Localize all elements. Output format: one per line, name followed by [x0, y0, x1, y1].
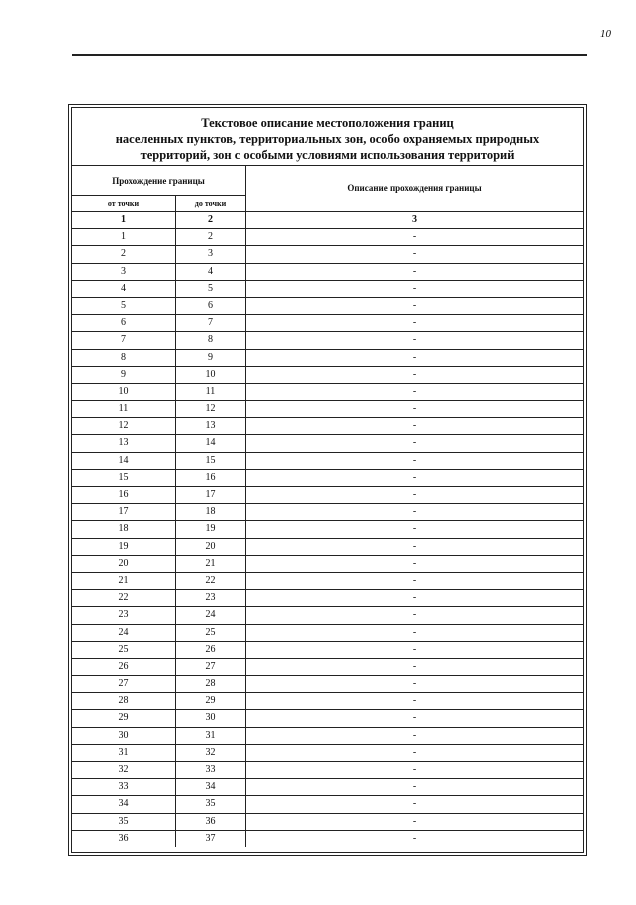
- to-point-cell: 18: [176, 504, 246, 520]
- from-point-cell: 31: [72, 745, 176, 761]
- column-number-row: [72, 211, 583, 228]
- description-cell: -: [412, 729, 417, 741]
- to-point-cell: 23: [176, 590, 246, 606]
- table-row: [72, 263, 583, 280]
- table-row: [72, 486, 583, 503]
- table-row: [72, 349, 583, 366]
- from-point-cell: 6: [72, 315, 176, 331]
- table-row: [72, 538, 583, 555]
- from-point-cell: 8: [72, 350, 176, 366]
- table-row: [72, 417, 583, 434]
- table-row: [72, 675, 583, 692]
- description-cell: -: [412, 403, 417, 415]
- description-cell: -: [412, 299, 417, 311]
- to-point-cell: 6: [176, 298, 246, 314]
- description-cell: -: [412, 557, 417, 569]
- table-title: [72, 108, 583, 166]
- to-point-cell: 20: [176, 539, 246, 555]
- from-point-cell: 23: [72, 607, 176, 623]
- description-cell: -: [412, 592, 417, 604]
- from-point-cell: 20: [72, 556, 176, 572]
- to-point-cell: 3: [176, 246, 246, 262]
- from-point-cell: 26: [72, 659, 176, 675]
- from-point-cell: 21: [72, 573, 176, 589]
- boundary-passage-header: Прохождение границы: [72, 166, 246, 196]
- description-cell: -: [412, 471, 417, 483]
- description-cell: -: [412, 248, 417, 260]
- description-cell: -: [412, 437, 417, 449]
- description-cell: -: [412, 265, 417, 277]
- to-point-cell: 25: [176, 625, 246, 641]
- description-cell: -: [412, 385, 417, 397]
- table-row: [72, 383, 583, 400]
- table-row: [72, 314, 583, 331]
- description-cell: -: [412, 420, 417, 432]
- from-point-cell: 17: [72, 504, 176, 520]
- to-point-cell: 37: [176, 831, 246, 847]
- description-cell: -: [412, 282, 417, 294]
- table-row: [72, 297, 583, 314]
- from-point-cell: 28: [72, 693, 176, 709]
- from-point-cell: 25: [72, 642, 176, 658]
- description-cell: -: [412, 523, 417, 535]
- boundary-table-frame: [68, 104, 587, 856]
- from-point-cell: 19: [72, 539, 176, 555]
- table-row: [72, 366, 583, 383]
- from-point-cell: 16: [72, 487, 176, 503]
- boundary-table: [71, 107, 584, 853]
- description-cell: -: [412, 643, 417, 655]
- to-point-cell: 24: [176, 607, 246, 623]
- to-point-cell: 7: [176, 315, 246, 331]
- description-cell: -: [412, 231, 417, 243]
- table-row: [72, 658, 583, 675]
- from-point-cell: 30: [72, 728, 176, 744]
- to-point-cell: 30: [176, 710, 246, 726]
- table-row: [72, 503, 583, 520]
- to-point-cell: 4: [176, 264, 246, 280]
- description-cell: -: [412, 798, 417, 810]
- description-cell: -: [412, 695, 417, 707]
- table-row: [72, 572, 583, 589]
- from-point-cell: 13: [72, 435, 176, 451]
- from-point-cell: 7: [72, 332, 176, 348]
- to-point-cell: 34: [176, 779, 246, 795]
- table-row: [72, 778, 583, 795]
- from-point-cell: 5: [72, 298, 176, 314]
- table-row: [72, 606, 583, 623]
- table-row: [72, 555, 583, 572]
- table-row: [72, 813, 583, 830]
- description-cell: -: [412, 351, 417, 363]
- to-point-cell: 31: [176, 728, 246, 744]
- description-cell: -: [412, 540, 417, 552]
- table-row: [72, 520, 583, 537]
- table-row: [72, 692, 583, 709]
- title-line: территорий, зон с особыми условиями использования территорий: [140, 148, 515, 162]
- table-row: [72, 228, 583, 245]
- to-point-cell: 16: [176, 470, 246, 486]
- table-row: [72, 400, 583, 417]
- column-number: 3: [412, 214, 417, 225]
- table-row: [72, 331, 583, 348]
- table-row: [72, 795, 583, 812]
- from-point-header: от точки: [72, 196, 176, 211]
- header-rule: [72, 54, 587, 56]
- from-point-cell: 33: [72, 779, 176, 795]
- table-row: [72, 452, 583, 469]
- to-point-cell: 28: [176, 676, 246, 692]
- from-point-cell: 18: [72, 521, 176, 537]
- description-cell: -: [412, 746, 417, 758]
- column-number: 2: [176, 212, 246, 228]
- to-point-cell: 9: [176, 350, 246, 366]
- table-row: [72, 434, 583, 451]
- to-point-cell: 12: [176, 401, 246, 417]
- to-point-cell: 19: [176, 521, 246, 537]
- description-cell: -: [412, 660, 417, 672]
- from-point-cell: 22: [72, 590, 176, 606]
- from-point-cell: 35: [72, 814, 176, 830]
- to-point-cell: 35: [176, 796, 246, 812]
- title-line: Текстовое описание местоположения границ: [201, 116, 454, 130]
- to-point-cell: 29: [176, 693, 246, 709]
- from-point-cell: 24: [72, 625, 176, 641]
- from-point-cell: 27: [72, 676, 176, 692]
- to-point-cell: 32: [176, 745, 246, 761]
- description-cell: -: [412, 712, 417, 724]
- from-point-cell: 2: [72, 246, 176, 262]
- description-cell: -: [412, 815, 417, 827]
- to-point-cell: 21: [176, 556, 246, 572]
- description-cell: -: [412, 781, 417, 793]
- to-point-cell: 36: [176, 814, 246, 830]
- description-cell: -: [412, 574, 417, 586]
- from-point-cell: 32: [72, 762, 176, 778]
- table-row: [72, 744, 583, 761]
- description-cell: -: [412, 368, 417, 380]
- description-cell: -: [412, 454, 417, 466]
- to-point-cell: 15: [176, 453, 246, 469]
- description-cell: -: [412, 506, 417, 518]
- to-point-cell: 17: [176, 487, 246, 503]
- description-cell: -: [412, 489, 417, 500]
- description-cell: -: [412, 678, 417, 690]
- table-row: [72, 761, 583, 778]
- description-cell: -: [412, 334, 417, 346]
- to-point-cell: 33: [176, 762, 246, 778]
- from-point-cell: 36: [72, 831, 176, 847]
- table-row: [72, 589, 583, 606]
- title-line: населенных пунктов, территориальных зон, особо охраняемых природных: [115, 132, 540, 146]
- to-point-cell: 27: [176, 659, 246, 675]
- to-point-cell: 2: [176, 229, 246, 245]
- table-row: [72, 641, 583, 658]
- to-point-cell: 13: [176, 418, 246, 434]
- from-point-cell: 29: [72, 710, 176, 726]
- to-point-cell: 10: [176, 367, 246, 383]
- from-point-cell: 11: [72, 401, 176, 417]
- description-cell: -: [412, 832, 417, 844]
- to-point-cell: 26: [176, 642, 246, 658]
- description-cell: -: [412, 764, 417, 775]
- from-point-cell: 12: [72, 418, 176, 434]
- to-point-cell: 5: [176, 281, 246, 297]
- table-header: [72, 166, 583, 211]
- to-point-header: до точки: [176, 196, 246, 211]
- from-point-cell: 34: [72, 796, 176, 812]
- to-point-cell: 22: [176, 573, 246, 589]
- table-row: [72, 624, 583, 641]
- table-row: [72, 709, 583, 726]
- description-header: Описание прохождения границы: [347, 183, 482, 193]
- from-point-cell: 10: [72, 384, 176, 400]
- to-point-cell: 11: [176, 384, 246, 400]
- from-point-cell: 3: [72, 264, 176, 280]
- page-number: 10: [600, 28, 611, 40]
- description-cell: -: [412, 609, 417, 621]
- table-row: [72, 727, 583, 744]
- to-point-cell: 8: [176, 332, 246, 348]
- table-row: [72, 245, 583, 262]
- description-cell: -: [412, 317, 417, 329]
- description-cell: -: [412, 626, 417, 638]
- from-point-cell: 4: [72, 281, 176, 297]
- from-point-cell: 9: [72, 367, 176, 383]
- to-point-cell: 14: [176, 435, 246, 451]
- table-row: [72, 280, 583, 297]
- table-row: [72, 830, 583, 847]
- from-point-cell: 14: [72, 453, 176, 469]
- from-point-cell: 1: [72, 229, 176, 245]
- column-number: 1: [72, 212, 176, 228]
- table-row: [72, 469, 583, 486]
- table-body: [72, 211, 583, 847]
- from-point-cell: 15: [72, 470, 176, 486]
